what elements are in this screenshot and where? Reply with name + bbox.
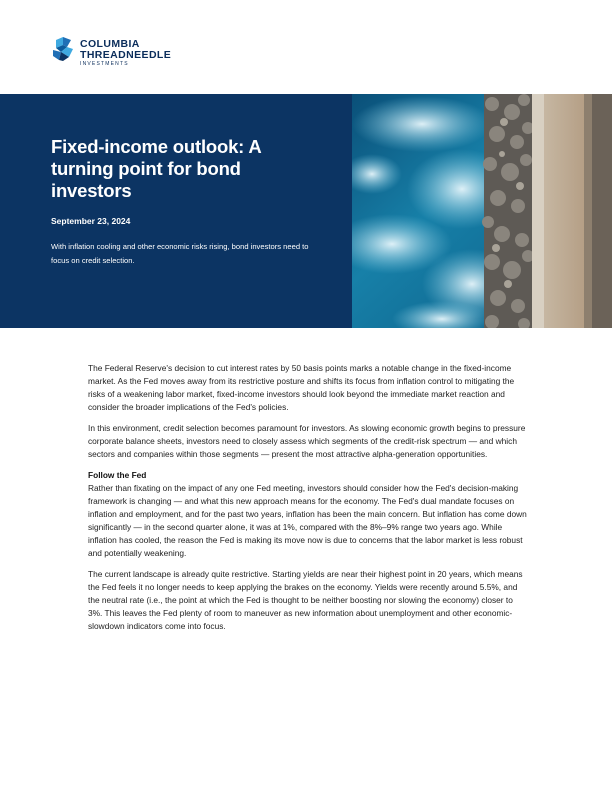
columbia-threadneedle-logo-icon (50, 36, 76, 62)
publish-date: September 23, 2024 (51, 216, 131, 226)
brand-wordmark (80, 39, 171, 68)
paragraph-follow-the-fed: Rather than fixating on the impact of any one Fed meeting, investors should consider how the Fed's decision-making framework is changing — and what this new approach means for the economy. The Fed's dual mandate focuses on inflation and employment, and for the past two years, inflation has been the main concern. But inflation has come down significantly — in the second quarter alone, it was at 1%, compared with the 8%–9% range two years ago. While inflation has cooled, the reason the Fed is making its move now is due to concerns that the labor market is less robust and potentially weakening. (88, 483, 527, 558)
hero-subtitle: With inflation cooling and other economic risks rising, bond investors need to focus on credit selection. (51, 242, 309, 265)
ocean-breakwater-image (352, 94, 612, 328)
hero-banner (0, 94, 612, 328)
page-title: Fixed-income outlook: A turning point for bond investors (51, 136, 261, 201)
paragraph-current-landscape: The current landscape is already quite restrictive. Starting yields are near their highest point in 20 years, which means the Fed feels it no longer needs to keep applying the brakes on the economy. Yields were recently around 5.5%, and the neutral rate (i.e., the point at which the Fed is thought to be neither boosting nor slowing the economy) closer to 3%. This leaves the Fed plenty of room to maneuver as new information about unemployment and other economic-slowdown indicators come into focus. (88, 569, 523, 631)
brand-tagline: INVESTMENTS (80, 61, 129, 67)
paragraph-credit-selection: In this environment, credit selection becomes paramount for investors. As slowing economic growth begins to pressure corporate balance sheets, investors need to closely assess which segments of the credit-risk spectrum — and which sectors and companies within those segments — present the most attractive alpha-generation opportunities. (88, 423, 526, 459)
article-body (88, 362, 528, 641)
section-heading-follow-the-fed: Follow the Fed (88, 470, 147, 480)
hero-text-panel (0, 94, 352, 328)
brand-logo (50, 36, 250, 70)
ocean-breakwater-photo (352, 94, 612, 328)
brand-name-line1: COLUMBIA (80, 38, 140, 50)
paragraph-intro: The Federal Reserve's decision to cut interest rates by 50 basis points marks a notable change in the fixed-income market. As the Fed moves away from its restrictive posture and shifts its focus from inflation control to mitigating the risks of a weakening labor market, fixed-income investors should look beyond the immediate market reaction and consider the broader implications of the Fed's policies. (88, 363, 515, 412)
brand-name-line2: THREADNEEDLE (80, 49, 172, 61)
